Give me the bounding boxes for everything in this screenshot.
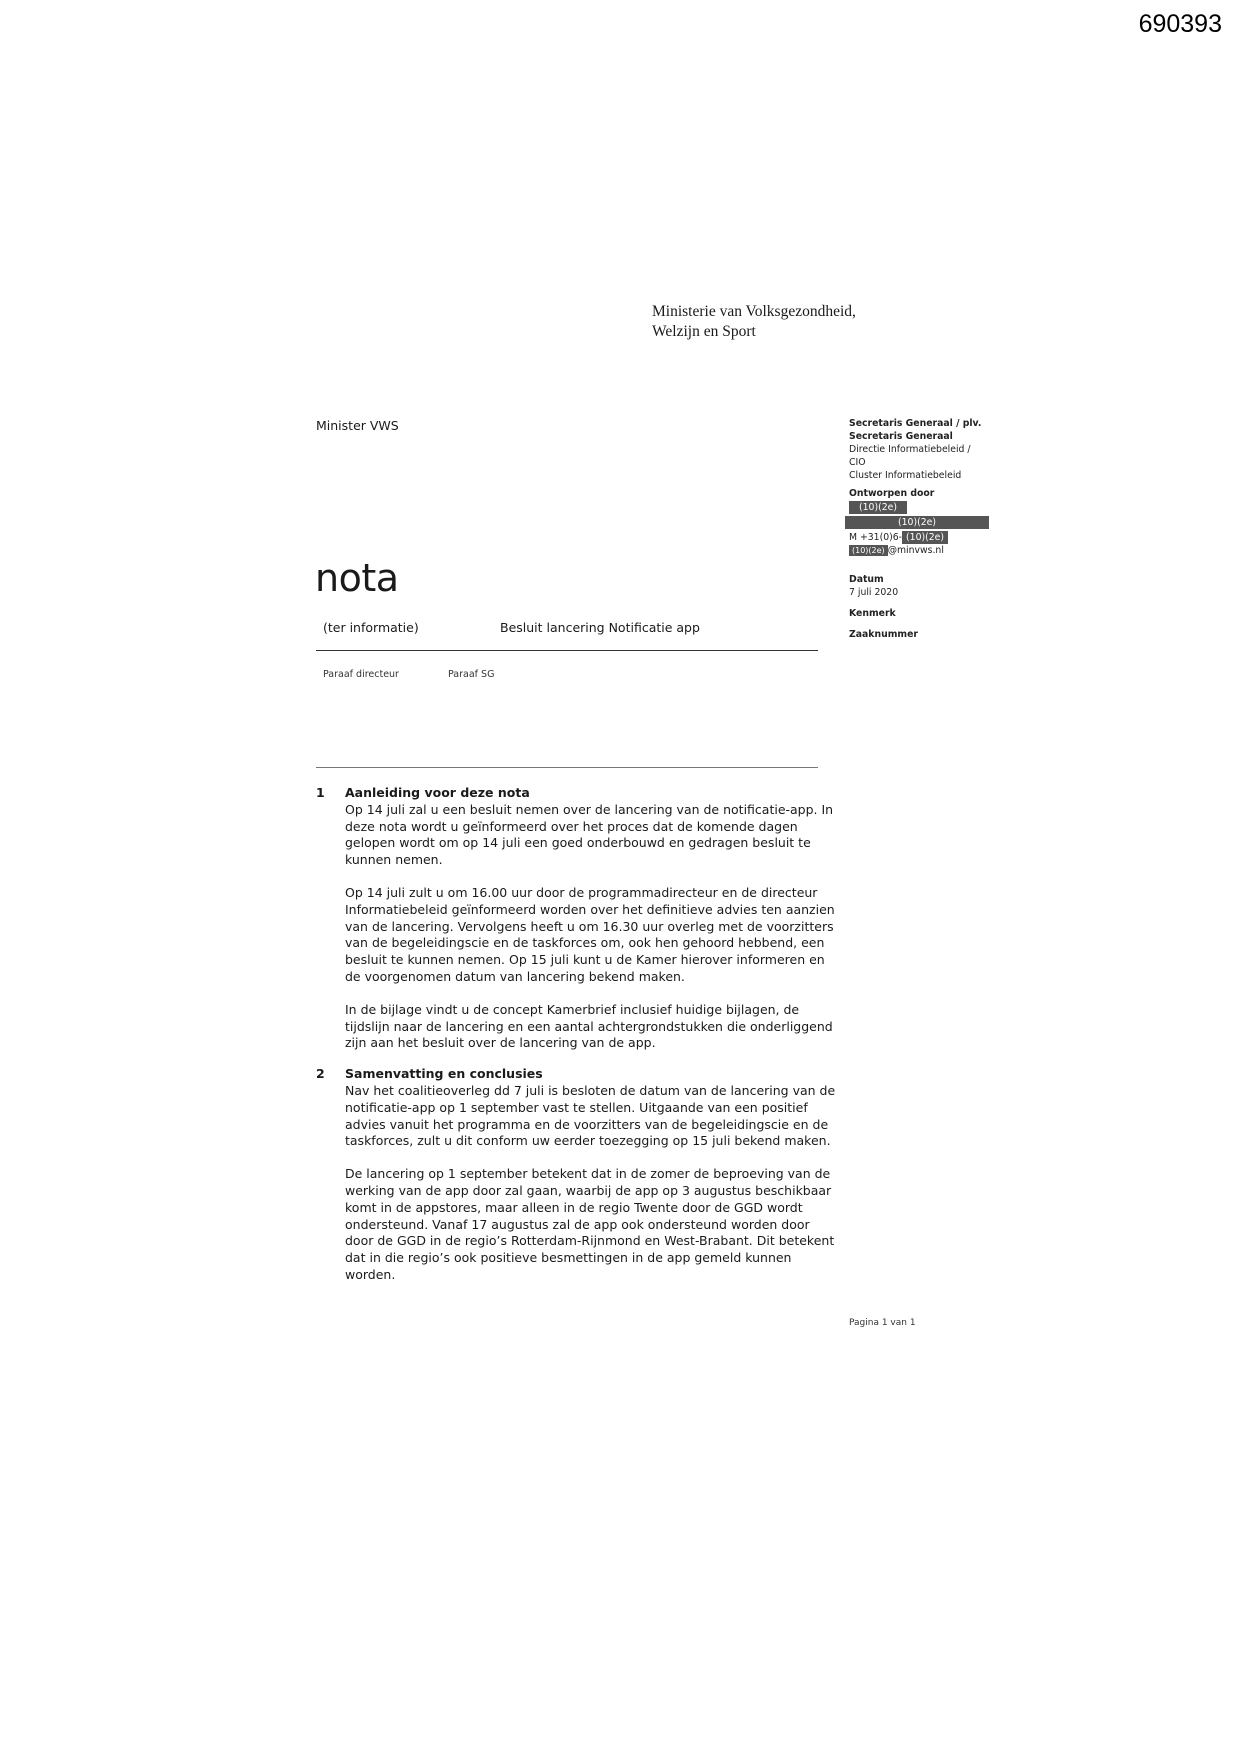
nota-subtitle: (ter informatie) — [323, 620, 419, 635]
paragraph: De lancering op 1 september betekent dat in de zomer de beproeving van de werking van de app door zal gaan, waarbij de app op 3 augustus beschikbaar komt in de appstores, maar alleen in de regio Twente door de GGD wordt ondersteund. Vanaf 17 augustus zal de app ook ondersteund worden door door de GGD in de regio’s Rotterdam-Rijnmond en West-Brabant. Dit betekent dat in die regio’s ook positieve besmettingen in de app gemeld kunnen worden. — [345, 1166, 835, 1282]
dept-line: CIO — [849, 457, 866, 468]
redaction-block: (10)(2e) — [845, 516, 989, 529]
section — [316, 1066, 841, 1284]
section-title: Samenvatting en conclusies — [345, 1066, 543, 1082]
redaction-block: (10)(2e) — [849, 545, 888, 556]
zaaknummer-label: Zaaknummer — [849, 629, 918, 640]
org-line: Secretaris Generaal / plv. — [849, 418, 982, 429]
paragraph: In de bijlage vindt u de concept Kamerbrief inclusief huidige bijlagen, de tijdslijn naar de lancering en een aantal achtergrondstukken die onderliggend zijn aan het besluit over de lancering van de app. — [345, 1001, 833, 1051]
paraaf-sg-label: Paraaf SG — [448, 669, 495, 680]
section-title: Aanleiding voor deze nota — [345, 785, 530, 800]
org-line: Secretaris Generaal — [849, 431, 953, 442]
addressee: Minister VWS — [316, 418, 399, 433]
divider — [316, 767, 818, 768]
dept-line: Cluster Informatiebeleid — [849, 470, 962, 481]
ministry-logo-text — [652, 302, 856, 342]
date-label: Datum — [849, 574, 884, 585]
paragraph: Op 14 juli zal u een besluit nemen over de lancering van de notificatie-app. In deze nota wordt u geïnformeerd over het proces dat de komende dagen gelopen wordt om op 14 juli een goed onderbouwd en gedragen besluit te kunnen nemen. — [345, 801, 834, 868]
designed-by-label: Ontworpen door — [849, 488, 935, 499]
paraaf-director-label: Paraaf directeur — [323, 669, 399, 680]
dept-line: Directie Informatiebeleid / — [849, 444, 971, 455]
ministry-name-line2: Welzijn en Sport — [652, 323, 756, 340]
redaction-block: (10)(2e) — [849, 501, 907, 514]
divider — [316, 650, 818, 651]
page-number: Pagina 1 van 1 — [849, 1318, 916, 1328]
paragraph: Nav het coalitieoverleg dd 7 juli is besloten de datum van de lancering van de notificatie-app op 1 september vast te stellen. Uitgaande van een positief advies vanuit het programma en de voorzitters van de begeleidingscie en de taskforces, zult u dit conform uw eerder toezegging op 15 juli bekend maken. — [345, 1082, 836, 1149]
nota-body — [316, 785, 841, 1298]
date-value: 7 juli 2020 — [849, 587, 899, 598]
section — [316, 785, 841, 1052]
document-number: 690393 — [1138, 10, 1222, 38]
redaction-block: (10)(2e) — [902, 531, 948, 544]
page-title: nota — [315, 556, 399, 600]
section-number: 1 — [316, 785, 325, 800]
ministry-name-line1: Ministerie van Volksgezondheid, — [652, 303, 856, 320]
phone-prefix: M +31(0)6- — [849, 532, 903, 543]
nota-subject: Besluit lancering Notificatie app — [500, 620, 700, 635]
sidebar-metadata — [849, 417, 1019, 641]
paragraph: Op 14 juli zult u om 16.00 uur door de programmadirecteur en de directeur Informatiebeleid geïnformeerd worden over het definitieve advies ten aanzien van de lancering. Vervolgens heeft u om 16.30 uur overleg met de voorzitters van de begeleidingscie en de taskforces om, ook hen gehoord hebbend, een besluit te kunnen nemen. Op 15 juli kunt u de Kamer hierover informeren en de voorgenomen datum van lancering bekend maken. — [345, 884, 835, 984]
email-suffix: @minvws.nl — [887, 545, 944, 556]
kenmerk-label: Kenmerk — [849, 608, 896, 619]
section-number: 2 — [316, 1066, 325, 1082]
